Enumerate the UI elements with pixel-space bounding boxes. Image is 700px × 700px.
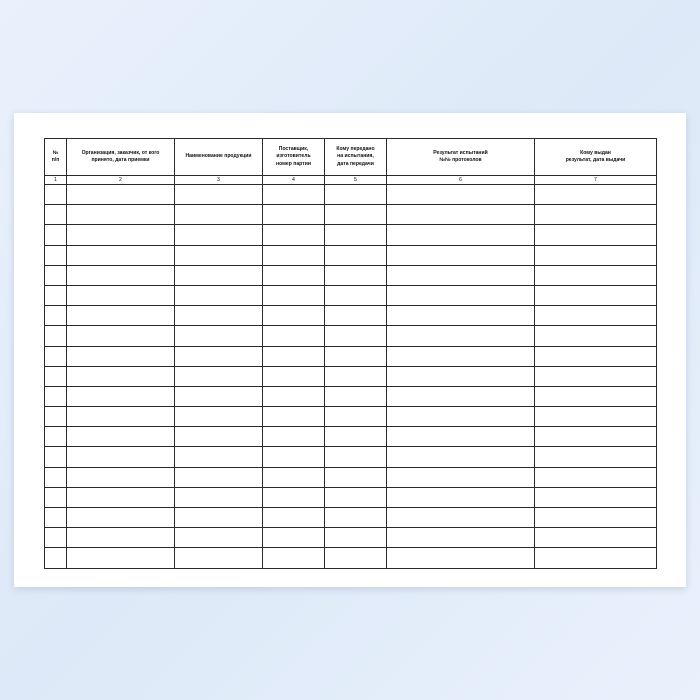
table-cell[interactable] bbox=[45, 407, 67, 427]
table-cell[interactable] bbox=[387, 366, 535, 386]
table-cell[interactable] bbox=[175, 386, 263, 406]
table-row[interactable] bbox=[45, 285, 657, 305]
table-cell[interactable] bbox=[263, 326, 325, 346]
table-cell[interactable] bbox=[263, 265, 325, 285]
table-cell[interactable] bbox=[535, 447, 657, 467]
table-cell[interactable] bbox=[263, 508, 325, 528]
column-header-5: Кому передано на испытания, дата передачи bbox=[325, 139, 387, 176]
table-row[interactable] bbox=[45, 508, 657, 528]
table-cell[interactable] bbox=[387, 225, 535, 245]
table-cell[interactable] bbox=[67, 205, 175, 225]
table-cell[interactable] bbox=[325, 386, 387, 406]
table-cell[interactable] bbox=[45, 225, 67, 245]
table-cell[interactable] bbox=[67, 245, 175, 265]
table-cell[interactable] bbox=[45, 386, 67, 406]
table-cell[interactable] bbox=[175, 548, 263, 568]
table-cell[interactable] bbox=[387, 467, 535, 487]
journal-table-container bbox=[44, 138, 656, 569]
table-cell[interactable] bbox=[325, 528, 387, 548]
table-cell[interactable] bbox=[325, 225, 387, 245]
table-row[interactable] bbox=[45, 326, 657, 346]
table-cell[interactable] bbox=[263, 467, 325, 487]
table-cell[interactable] bbox=[535, 386, 657, 406]
table-cell[interactable] bbox=[45, 508, 67, 528]
table-cell[interactable] bbox=[175, 346, 263, 366]
table-cell[interactable] bbox=[67, 528, 175, 548]
table-cell[interactable] bbox=[387, 346, 535, 366]
table-cell[interactable] bbox=[45, 326, 67, 346]
table-cell[interactable] bbox=[67, 467, 175, 487]
table-cell[interactable] bbox=[67, 548, 175, 568]
column-header-2: Организация, заказчик, от кого принято, дата приемки bbox=[67, 139, 175, 176]
table-cell[interactable] bbox=[263, 185, 325, 205]
table-cell[interactable] bbox=[325, 185, 387, 205]
table-cell[interactable] bbox=[263, 285, 325, 305]
table-cell[interactable] bbox=[263, 245, 325, 265]
table-cell[interactable] bbox=[45, 285, 67, 305]
table-cell[interactable] bbox=[325, 407, 387, 427]
table-cell[interactable] bbox=[45, 366, 67, 386]
table-cell[interactable] bbox=[263, 447, 325, 467]
table-cell[interactable] bbox=[67, 366, 175, 386]
table-row[interactable] bbox=[45, 407, 657, 427]
table-cell[interactable] bbox=[263, 205, 325, 225]
table-cell[interactable] bbox=[175, 306, 263, 326]
table-cell[interactable] bbox=[67, 265, 175, 285]
table-cell[interactable] bbox=[67, 185, 175, 205]
table-cell[interactable] bbox=[387, 508, 535, 528]
table-row[interactable] bbox=[45, 447, 657, 467]
table-row[interactable] bbox=[45, 386, 657, 406]
table-cell[interactable] bbox=[263, 366, 325, 386]
table-row[interactable] bbox=[45, 346, 657, 366]
column-number-3: 3 bbox=[175, 176, 263, 185]
table-cell[interactable] bbox=[387, 548, 535, 568]
table-row[interactable] bbox=[45, 306, 657, 326]
table-row[interactable] bbox=[45, 245, 657, 265]
table-cell[interactable] bbox=[387, 245, 535, 265]
table-cell[interactable] bbox=[175, 265, 263, 285]
table-row[interactable] bbox=[45, 548, 657, 568]
table-cell[interactable] bbox=[67, 447, 175, 467]
table-row[interactable] bbox=[45, 427, 657, 447]
table-row[interactable] bbox=[45, 185, 657, 205]
table-cell[interactable] bbox=[325, 346, 387, 366]
table-cell[interactable] bbox=[325, 447, 387, 467]
table-body bbox=[45, 185, 657, 569]
table-cell[interactable] bbox=[535, 528, 657, 548]
table-cell[interactable] bbox=[175, 326, 263, 346]
column-header-6: Результат испытаний №№ протоколов bbox=[387, 139, 535, 176]
table-cell[interactable] bbox=[67, 386, 175, 406]
table-row[interactable] bbox=[45, 487, 657, 507]
table-cell[interactable] bbox=[263, 427, 325, 447]
table-cell[interactable] bbox=[175, 528, 263, 548]
table-cell[interactable] bbox=[263, 386, 325, 406]
column-number-1: 1 bbox=[45, 176, 67, 185]
table-cell[interactable] bbox=[535, 487, 657, 507]
table-row[interactable] bbox=[45, 366, 657, 386]
table-cell[interactable] bbox=[535, 285, 657, 305]
table-cell[interactable] bbox=[535, 265, 657, 285]
table-cell[interactable] bbox=[325, 548, 387, 568]
table-cell[interactable] bbox=[175, 447, 263, 467]
table-cell[interactable] bbox=[535, 366, 657, 386]
table-cell[interactable] bbox=[387, 487, 535, 507]
table-cell[interactable] bbox=[175, 185, 263, 205]
table-cell[interactable] bbox=[263, 548, 325, 568]
table-cell[interactable] bbox=[535, 225, 657, 245]
table-cell[interactable] bbox=[67, 225, 175, 245]
table-cell[interactable] bbox=[175, 205, 263, 225]
table-cell[interactable] bbox=[325, 427, 387, 447]
table-cell[interactable] bbox=[325, 366, 387, 386]
table-cell[interactable] bbox=[263, 487, 325, 507]
column-number-2: 2 bbox=[67, 176, 175, 185]
table-cell[interactable] bbox=[175, 508, 263, 528]
column-number-7: 7 bbox=[535, 176, 657, 185]
table-cell[interactable] bbox=[535, 467, 657, 487]
column-header-4: Поставщик, изготовитель номер партии bbox=[263, 139, 325, 176]
table-cell[interactable] bbox=[45, 548, 67, 568]
table-cell[interactable] bbox=[175, 407, 263, 427]
table-cell[interactable] bbox=[535, 326, 657, 346]
table-row[interactable] bbox=[45, 265, 657, 285]
table-cell[interactable] bbox=[175, 245, 263, 265]
table-cell[interactable] bbox=[325, 326, 387, 346]
column-number-5: 5 bbox=[325, 176, 387, 185]
table-row[interactable] bbox=[45, 467, 657, 487]
table-cell[interactable] bbox=[387, 386, 535, 406]
table-cell[interactable] bbox=[263, 346, 325, 366]
table-cell[interactable] bbox=[45, 467, 67, 487]
table-cell[interactable] bbox=[535, 185, 657, 205]
table-cell[interactable] bbox=[45, 427, 67, 447]
table-cell[interactable] bbox=[325, 245, 387, 265]
table-cell[interactable] bbox=[387, 185, 535, 205]
table-cell[interactable] bbox=[45, 245, 67, 265]
column-number-4: 4 bbox=[263, 176, 325, 185]
header-row bbox=[45, 139, 657, 176]
table-cell[interactable] bbox=[387, 326, 535, 346]
table-cell[interactable] bbox=[263, 528, 325, 548]
table-cell[interactable] bbox=[535, 306, 657, 326]
column-number-6: 6 bbox=[387, 176, 535, 185]
table-cell[interactable] bbox=[45, 185, 67, 205]
column-header-3: Наименование продукции bbox=[175, 139, 263, 176]
table-cell[interactable] bbox=[263, 306, 325, 326]
column-header-7: Кому выдан результат, дата выдачи bbox=[535, 139, 657, 176]
table-cell[interactable] bbox=[535, 508, 657, 528]
table-cell[interactable] bbox=[175, 285, 263, 305]
table-cell[interactable] bbox=[175, 467, 263, 487]
column-header-1: № п/п bbox=[45, 139, 67, 176]
table-cell[interactable] bbox=[535, 548, 657, 568]
table-cell[interactable] bbox=[175, 225, 263, 245]
table-cell[interactable] bbox=[45, 528, 67, 548]
table-cell[interactable] bbox=[325, 487, 387, 507]
table-cell[interactable] bbox=[387, 427, 535, 447]
table-cell[interactable] bbox=[325, 508, 387, 528]
table-cell[interactable] bbox=[387, 306, 535, 326]
journal-table bbox=[44, 138, 657, 569]
table-cell[interactable] bbox=[325, 265, 387, 285]
table-row[interactable] bbox=[45, 225, 657, 245]
table-cell[interactable] bbox=[387, 205, 535, 225]
table-cell[interactable] bbox=[325, 285, 387, 305]
table-cell[interactable] bbox=[45, 306, 67, 326]
table-cell[interactable] bbox=[535, 427, 657, 447]
table-cell[interactable] bbox=[175, 366, 263, 386]
table-row[interactable] bbox=[45, 528, 657, 548]
table-cell[interactable] bbox=[67, 508, 175, 528]
table-cell[interactable] bbox=[535, 407, 657, 427]
table-cell[interactable] bbox=[263, 225, 325, 245]
table-header bbox=[45, 139, 657, 185]
table-cell[interactable] bbox=[535, 346, 657, 366]
table-cell[interactable] bbox=[45, 447, 67, 467]
table-cell[interactable] bbox=[387, 407, 535, 427]
column-number-row bbox=[45, 176, 657, 185]
table-cell[interactable] bbox=[45, 487, 67, 507]
table-cell[interactable] bbox=[67, 306, 175, 326]
table-cell[interactable] bbox=[45, 265, 67, 285]
table-cell[interactable] bbox=[387, 265, 535, 285]
table-cell[interactable] bbox=[67, 346, 175, 366]
table-cell[interactable] bbox=[325, 467, 387, 487]
table-row[interactable] bbox=[45, 205, 657, 225]
paper-sheet bbox=[14, 113, 686, 587]
table-cell[interactable] bbox=[175, 487, 263, 507]
table-cell[interactable] bbox=[535, 245, 657, 265]
table-cell[interactable] bbox=[387, 285, 535, 305]
table-cell[interactable] bbox=[325, 306, 387, 326]
table-cell[interactable] bbox=[67, 427, 175, 447]
table-cell[interactable] bbox=[387, 447, 535, 467]
table-cell[interactable] bbox=[45, 205, 67, 225]
table-cell[interactable] bbox=[67, 407, 175, 427]
table-cell[interactable] bbox=[325, 205, 387, 225]
table-cell[interactable] bbox=[387, 528, 535, 548]
table-cell[interactable] bbox=[67, 285, 175, 305]
table-cell[interactable] bbox=[67, 326, 175, 346]
table-cell[interactable] bbox=[535, 205, 657, 225]
table-cell[interactable] bbox=[175, 427, 263, 447]
table-cell[interactable] bbox=[45, 346, 67, 366]
table-cell[interactable] bbox=[67, 487, 175, 507]
table-cell[interactable] bbox=[263, 407, 325, 427]
